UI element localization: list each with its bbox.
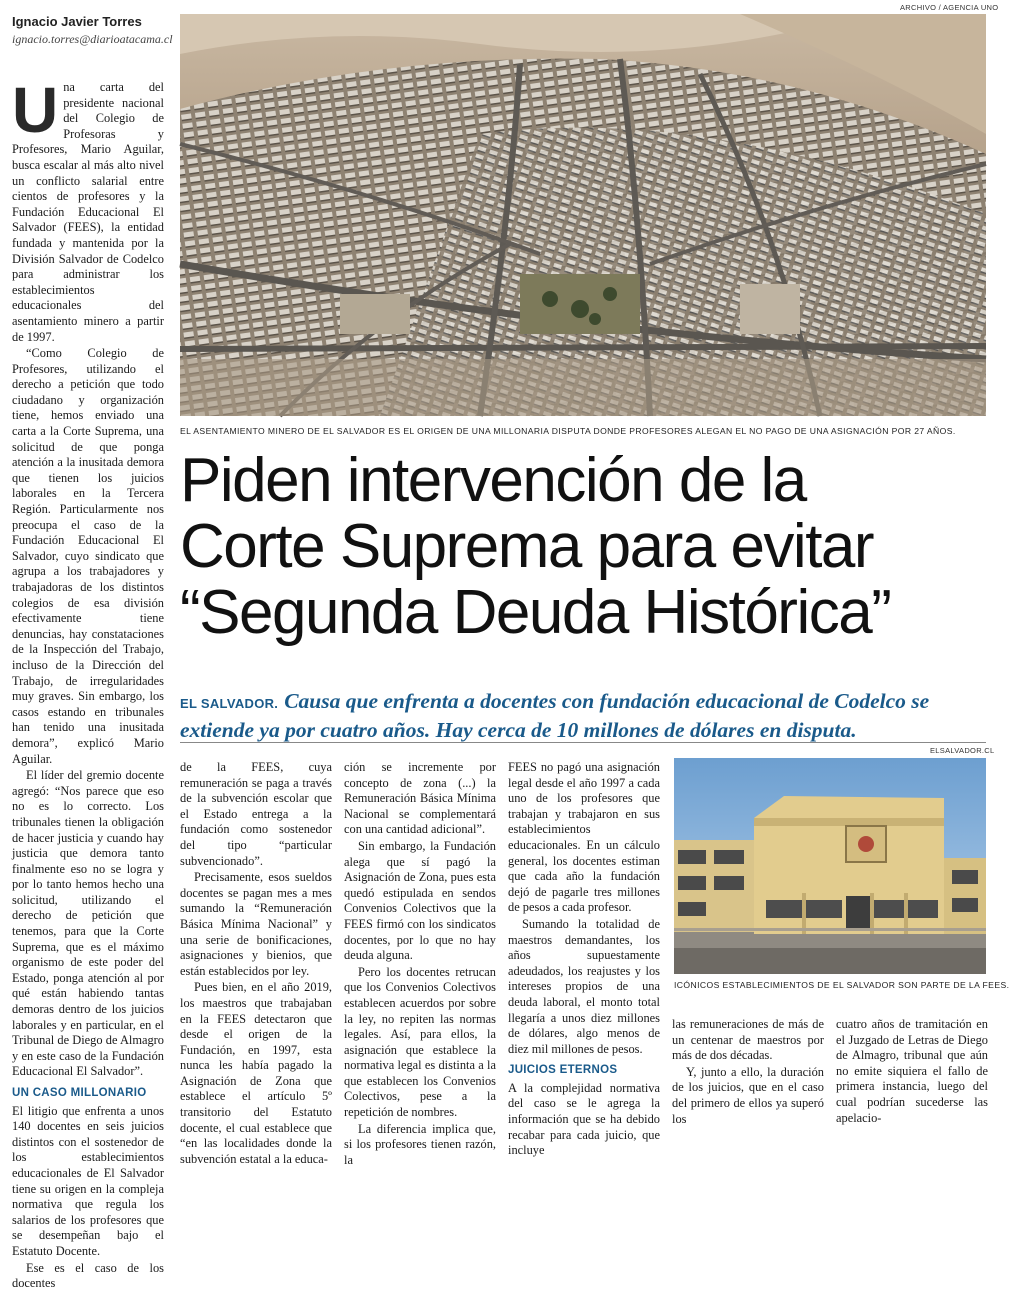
photo-credit: ARCHIVO / AGENCIA UNO bbox=[900, 3, 999, 12]
article-column-6 bbox=[836, 1017, 988, 1125]
standfirst bbox=[180, 688, 986, 744]
author-name: Ignacio Javier Torres bbox=[12, 14, 142, 29]
location-kicker: EL SALVADOR. bbox=[180, 696, 279, 711]
paragraph: ción se incremente por concepto de zona (...) la Remuneración Básica Mínima Nacional se complementará con una cantidad adicional”. bbox=[344, 760, 496, 837]
article-column-3 bbox=[344, 760, 496, 1167]
paragraph: de la FEES, cuya remuneración se paga a través de la subvención escolar que el Estado entrega a la fundación como sostenedor del tipo “particular subvencionado”. bbox=[180, 760, 332, 868]
section-subhead: JUICIOS ETERNOS bbox=[508, 1064, 618, 1077]
paragraph: Y, junto a ello, la duración de los juicios, que en el caso del primero de ellos ya superó los bbox=[672, 1064, 824, 1126]
headline-line: “Segunda Deuda Histórica” bbox=[180, 578, 891, 647]
paragraph: Precisamente, esos sueldos docentes se pagan mes a mes sumando la “Remuneración Básica Mínima Nacional” y una serie de bonificaciones, asignaciones y bienios, que están establecidos por ley. bbox=[180, 870, 332, 978]
paragraph: las remuneraciones de más de un centenar de maestros por más de dos décadas. bbox=[672, 1017, 824, 1063]
paragraph: A la complejidad normativa del caso se le agrega la información que se ha debido recabar para cada juicio, que incluye bbox=[508, 1080, 660, 1158]
article-column-4 bbox=[508, 760, 660, 1158]
headline-line: Corte Suprema para evitar bbox=[180, 512, 874, 581]
aerial-town-photo bbox=[180, 14, 986, 416]
paragraph: Pero los docentes retrucan que los Convenios Colectivos establecen acuerdos por sobre la ley, no repiten las normas legales. Así, para ellos, la asignación que establece la normativa legal es distinta a la que establecen los Convenios Colectivos, pese a la repetición de nombres. bbox=[344, 964, 496, 1120]
paragraph: Ese es el caso de los docentes bbox=[12, 1260, 164, 1291]
section-divider bbox=[180, 742, 986, 743]
paragraph: cuatro años de tramitación en el Juzgado de Letras de Diego de Almagro, tribunal que aún no emite siquiera el fallo de primera instancia, luego del cual podrían sucederse las apelacio- bbox=[836, 1017, 988, 1125]
drop-cap: U bbox=[12, 74, 59, 146]
headline-line: Piden intervención de la bbox=[180, 446, 806, 515]
paragraph: El líder del gremio docente agregó: “Nos parece que eso no es lo correcto. Los tribunales tienen la obligación de hacer justicia y cuando hay justicia que demora tanto finalmente eso no se logra y por lo tanto hemos hecho una solicitud, utilizando el derecho de petición que tenemos, para que la Corte Suprema, que es el máximo organismo de este poder del Estado, ponga atención al por qué están habiendo tantas demoras dentro de los juicios laborales y en particular, en el Tribunal de Diego de Almagro y en este caso de la Fundación Educacional El Salvador”. bbox=[12, 768, 164, 1079]
paragraph: “Como Colegio de Profesores, utilizando el derecho a petición que todo ciudadano y organización tiene, hemos enviado una carta a la Corte Suprema, una solicitud de que ponga atención a la inusitada demora que tienen los juicios laborales en la Tercera Región. Particularmente nos preocupa el caso de la Fundación Educacional El Salvador, cuyo sindicato que agrupa a los trabajadores y trabajadoras de los distintos colegios de esa división efectivamente tiene denuncias, hay constataciones de la Inspección del Trabajo, incluso de la Dirección del Trabajo, de irregularidades muy graves. Sin embargo, los casos estando en tribunales han tenido una inusitada demora”, explicó Mario Aguilar. bbox=[12, 346, 164, 766]
article-column-2 bbox=[180, 760, 332, 1166]
paragraph: Sumando la totalidad de maestros demandantes, los años supuestamente adeudados, los reajustes y los intereses propios de una deuda laboral, el monto total llegaría a unos diez millones de dólares, algo menos de diez mil millones de pesos. bbox=[508, 916, 660, 1056]
author-email[interactable]: ignacio.torres@diarioatacama.cl bbox=[12, 32, 173, 46]
headline bbox=[180, 448, 990, 646]
section-subhead: UN CASO MILLONARIO bbox=[12, 1087, 147, 1099]
paragraph: El litigio que enfrenta a unos 140 docentes en seis juicios distintos con el sostenedor de los establecimientos educacionales de El Salvador tiene su origen en la compleja normativa que regula los salarios de los profesores que se desempeñan bajo el Estatuto Docente. bbox=[12, 1103, 164, 1258]
lead-paragraph: Una carta del presidente nacional del Colegio de Profesoras y Profesores, Mario Aguilar, busca escalar al más alto nivel un conflicto salarial entre cientos de profesores y la Fundación Educacional El Salvador (FEES), la entidad fundada y mantenida por la División Salvador de Codelco para administrar los establecimientos educacionales del asentamiento minero a partir de 1997. bbox=[12, 74, 164, 344]
paragraph: Sin embargo, la Fundación alega que sí pagó la Asignación de Zona, pues esta quedó estipulada en sendos Convenios Colectivos que la FEES firmó con los sindicatos docentes, por lo que no hay deuda alguna. bbox=[344, 838, 496, 963]
standfirst-text: Causa que enfrenta a docentes con fundación educacional de Codelco se extiende ya por cuatro años. Hay cerca de 10 millones de dólares en disputa. bbox=[180, 689, 930, 742]
article-column-5 bbox=[672, 1017, 824, 1126]
photo-credit: ELSALVADOR.CL bbox=[930, 746, 995, 755]
article-column-1 bbox=[12, 74, 164, 1291]
main-photo-caption: EL ASENTAMIENTO MINERO DE EL SALVADOR ES EL ORIGEN DE UNA MILLONARIA DISPUTA DONDE PROFESORES ALEGAN EL NO PAGO DE UNA ASIGNACIÓN POR 27 AÑOS. bbox=[180, 426, 956, 436]
paragraph: La diferencia implica que, si los profesores tienen razón, la bbox=[344, 1121, 496, 1167]
school-building-photo bbox=[674, 758, 986, 974]
paragraph: Pues bien, en el año 2019, los maestros que trabajaban en la FEES detectaron que desde el origen de la Fundación, en 1997, esta nunca les había pagado la Asignación de Zona que establece el artículo 5º transitorio del Estatuto docente, el cual establece que “en las localidades donde la subvención estatal a la educa- bbox=[180, 980, 332, 1166]
school-photo-caption: ICÓNICOS ESTABLECIMIENTOS DE EL SALVADOR SON PARTE DE LA FEES. bbox=[674, 980, 1009, 990]
paragraph: FEES no pagó una asignación legal desde el año 1997 a cada uno de los profesores que trabajan y trabajaron en sus establecimientos educacionales. En un cálculo general, los docentes estiman que cada año la fundación dejó de pagarle tres millones de pesos a cada profesor. bbox=[508, 760, 660, 915]
